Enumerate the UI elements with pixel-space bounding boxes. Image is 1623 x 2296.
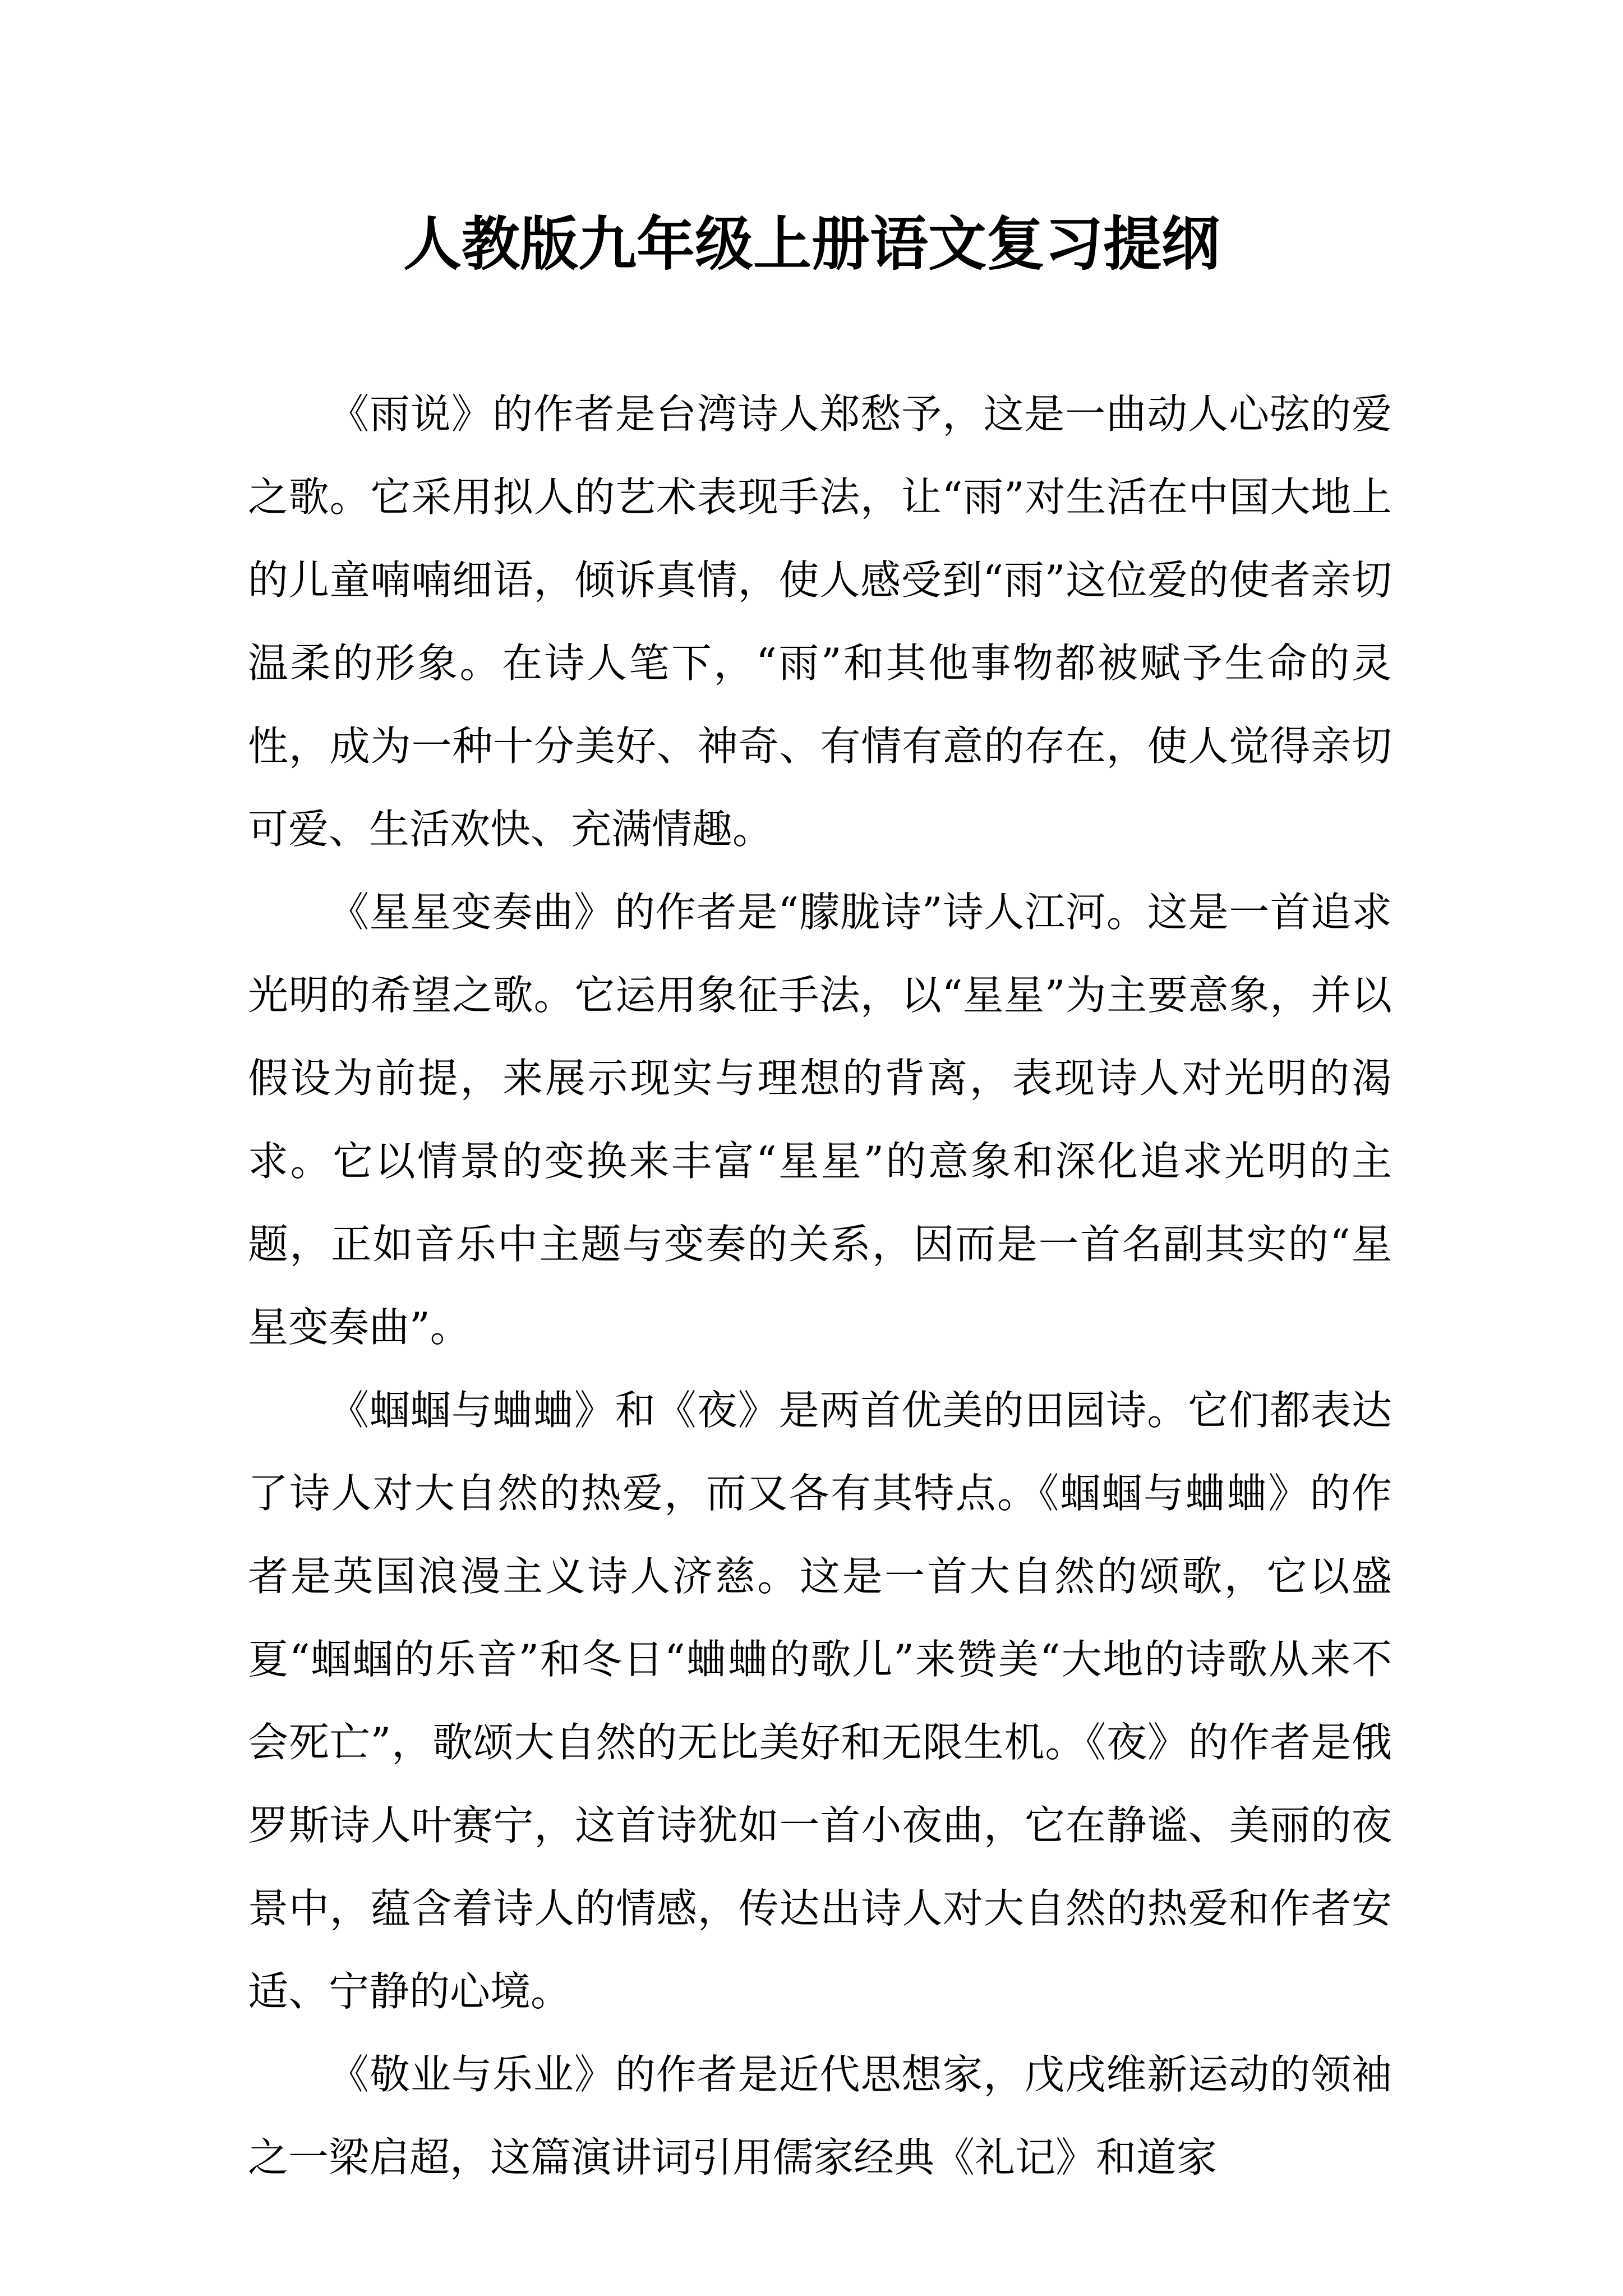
paragraph-guoguo-ququ-ye: 《蝈蝈与蛐蛐》和《夜》是两首优美的田园诗。它们都表达了诗人对大自然的热爱，而又各有其特点。《蝈蝈与蛐蛐》的作者是英国浪漫主义诗人济慈。这是一首大自然的颂歌，它以盛夏“蝈蝈的乐音”和冬日“蛐蛐的歌儿”来赞美“大地的诗歌从来不会死亡”，歌颂大自然的无比美好和无限生机。《夜》的作者是俄罗斯诗人叶赛宁，这首诗犹如一首小夜曲，它在静谧、美丽的夜景中，蕴含着诗人的情感，传达出诗人对大自然的热爱和作者安适、宁静的心境。 (248, 1387, 1392, 2015)
paragraph-jingye-yu-leye: 《敬业与乐业》的作者是近代思想家，戊戌维新运动的领袖之一梁启超，这篇演讲词引用儒家经典《礼记》和道家 (248, 2051, 1392, 2181)
paragraph-xingxing-bianzouqu: 《星星变奏曲》的作者是“朦胧诗”诗人江河。这是一首追求光明的希望之歌。它运用象征手法，以“星星”为主要意象，并以假设为前提，来展示现实与理想的背离，表现诗人对光明的渴求。它以情景的变换来丰富“星星”的意象和深化追求光明的主题，正如音乐中主题与变奏的关系，因而是一首名副其实的“星星变奏曲”。 (248, 889, 1392, 1351)
document-title: 人教版九年级上册语文复习提纲 (403, 209, 1220, 278)
document-body (248, 372, 1392, 2199)
paragraph-yu-shuo: 《雨说》的作者是台湾诗人郑愁予，这是一曲动人心弦的爱之歌。它采用拟人的艺术表现手法，让“雨”对生活在中国大地上的儿童喃喃细语，倾诉真情，使人感受到“雨”这位爱的使者亲切温柔的形象。在诗人笔下，“雨”和其他事物都被赋予生命的灵性，成为一种十分美好、神奇、有情有意的存在，使人觉得亲切可爱、生活欢快、充满情趣。 (248, 390, 1392, 853)
